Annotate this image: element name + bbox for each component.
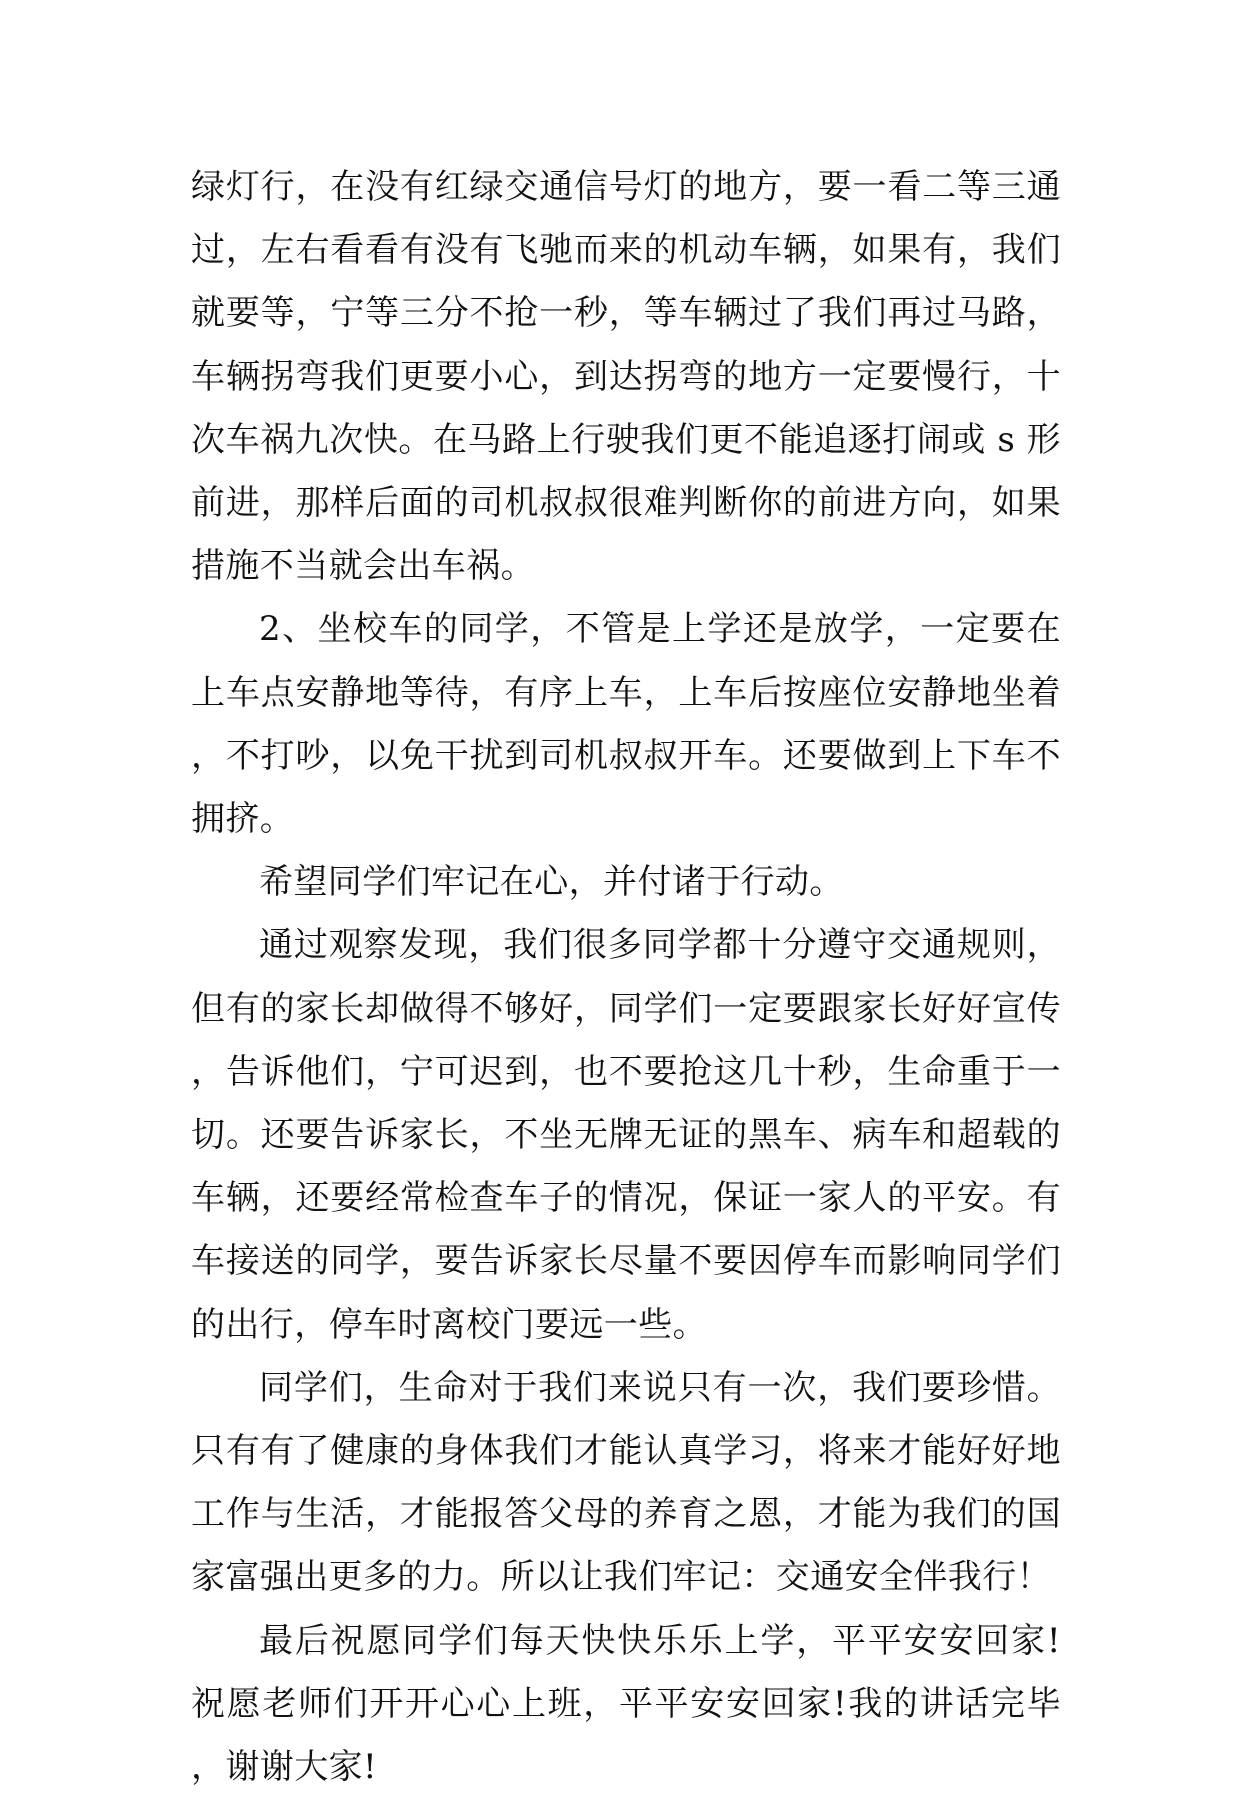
paragraph-traffic-light-continuation: 绿灯行，在没有红绿交通信号灯的地方，要一看二等三通过，左右看看有没有飞驰而来的机动车辆，如果有，我们就要等，宁等三分不抢一秒，等车辆过了我们再过马路，车辆拐弯我们更要小心，到达拐弯的地方一定要慢行，十次车祸九次快。在马路上行驶我们更不能追逐打闹或 s 形前进，那样后面的司机叔叔很难判断你的前进方向，如果措施不当就会出车祸。 [191,167,1061,587]
paragraph-school-bus: 2、坐校车的同学，不管是上学还是放学，一定要在上车点安静地等待，有序上车，上车后按座位安静地坐着，不打吵，以免干扰到司机叔叔开车。还要做到上下车不拥挤。 [191,609,1061,840]
paragraph-cherish-life: 同学们，生命对于我们来说只有一次，我们要珍惜。只有有了健康的身体我们才能认真学习，将来才能好好地工作与生活，才能报答父母的养育之恩，才能为我们的国家富强出更多的力。所以让我们牢记：交通安全伴我行！ [191,1367,1061,1598]
document-body [191,156,1061,1799]
paragraph-remember: 希望同学们牢记在心，并付诸于行动。 [259,862,844,903]
paragraph-parents: 通过观察发现，我们很多同学都十分遵守交通规则，但有的家长却做得不够好，同学们一定要跟家长好好宣传，告诉他们，宁可迟到，也不要抢这几十秒，生命重于一切。还要告诉家长，不坐无牌无证的黑车、病车和超载的车辆，还要经常检查车子的情况，保证一家人的平安。有车接送的同学，要告诉家长尽量不要因停车而影响同学们的出行，停车时离校门要远一些。 [191,925,1061,1345]
paragraph-closing: 最后祝愿同学们每天快快乐乐上学，平平安安回家!祝愿老师们开开心心上班，平平安安回家!我的讲话完毕，谢谢大家! [191,1620,1061,1788]
